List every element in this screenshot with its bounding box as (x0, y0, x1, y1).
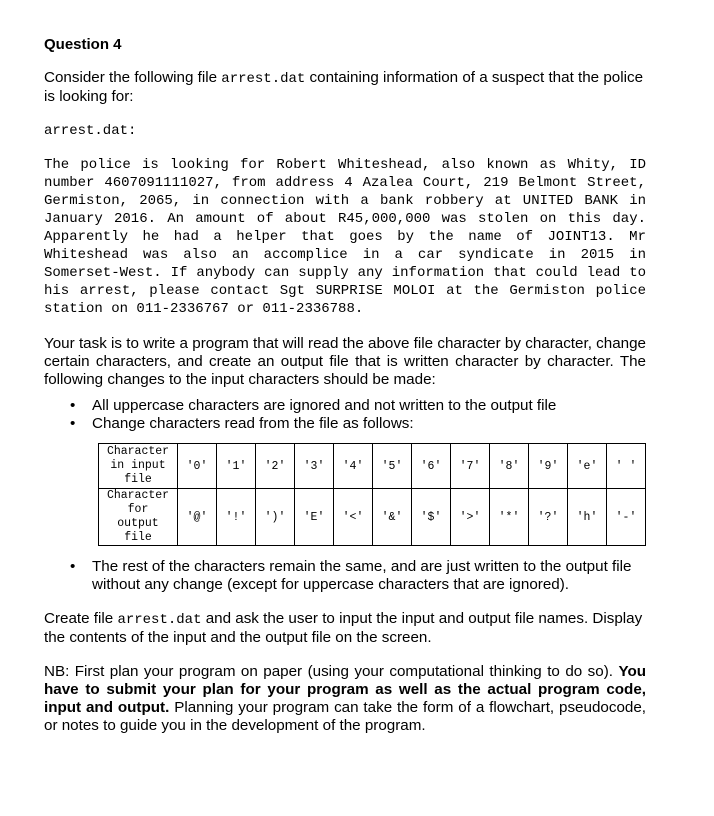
header-line: file (124, 473, 152, 486)
output-cell: 'E' (295, 489, 334, 546)
intro-text-after: containing information of a suspect that the police is looking for: (44, 69, 644, 105)
input-cell: '1' (217, 444, 256, 489)
intro-paragraph (44, 69, 646, 106)
input-cell: '7' (451, 444, 490, 489)
file-label: arrest.dat: (44, 123, 137, 139)
nb-lead: NB: First plan your program on paper (using your computational thinking to do so). (44, 663, 619, 680)
character-mapping-table (98, 443, 646, 546)
bullet-icon: • (70, 397, 76, 414)
output-cell: '>' (451, 489, 490, 546)
intro-text-before: Consider the following file (44, 69, 222, 86)
table-row-output (99, 489, 646, 546)
input-cell: ' ' (607, 444, 646, 489)
input-cell: 'e' (568, 444, 607, 489)
table-row-input (99, 444, 646, 489)
create-text-before: Create file (44, 610, 118, 627)
output-cell: '?' (529, 489, 568, 546)
input-cell: '5' (373, 444, 412, 489)
nb-bold: You have to submit your plan for your program as well as the actual program code, input and output. (44, 663, 646, 716)
bullet-text: All uppercase characters are ignored and not written to the output file (92, 397, 557, 414)
list-item (70, 415, 646, 433)
intro-filename: arrest.dat (221, 71, 306, 87)
header-line: Character (106, 445, 170, 458)
task-paragraph: Your task is to write a program that will read the above file character by character, change certain characters, and create an output file that is written character by character. The following changes to the input characters should be made: (44, 335, 646, 388)
output-cell: '<' (334, 489, 373, 546)
nb-tail: Planning your program can take the form of a flowchart, pseudocode, or notes to guide you in the development of the program. (44, 699, 647, 734)
input-cell: '8' (490, 444, 529, 489)
create-paragraph (44, 610, 646, 647)
header-line: output (117, 517, 159, 530)
output-cell: '!' (217, 489, 256, 546)
input-row-header (99, 444, 178, 489)
header-line: file (124, 531, 152, 544)
output-cell: '$' (412, 489, 451, 546)
nb-paragraph (44, 663, 646, 735)
change-rules-list (44, 397, 646, 433)
input-cell: '3' (295, 444, 334, 489)
create-filename: arrest.dat (117, 612, 202, 628)
input-cell: '9' (529, 444, 568, 489)
input-cell: '4' (334, 444, 373, 489)
rest-note (44, 558, 646, 594)
bullet-icon: • (70, 558, 76, 575)
output-row-header (99, 489, 178, 546)
input-cell: '0' (178, 444, 217, 489)
output-cell: '@' (178, 489, 217, 546)
list-item (70, 397, 646, 415)
input-cell: '6' (412, 444, 451, 489)
input-cell: '2' (256, 444, 295, 489)
output-cell: '-' (607, 489, 646, 546)
question-heading: Question 4 (44, 36, 122, 53)
header-line: in input (110, 459, 166, 472)
output-cell: '*' (490, 489, 529, 546)
header-line: for (127, 503, 149, 516)
header-line: Character (106, 489, 170, 502)
question-page (44, 36, 646, 735)
bullet-icon: • (70, 415, 76, 432)
rest-note-text: The rest of the characters remain the same, and are just written to the output file without any change (except for uppercase characters that are ignored). (92, 558, 632, 593)
output-cell: ')' (256, 489, 295, 546)
create-text-after: and ask the user to input the input and output file names. Display the contents of the input and the output file on the screen. (44, 610, 643, 646)
bullet-text: Change characters read from the file as follows: (92, 415, 414, 432)
output-cell: 'h' (568, 489, 607, 546)
output-cell: '&' (373, 489, 412, 546)
file-content: The police is looking for Robert Whiteshead, also known as Whity, ID number 4607091111027, from address 4 Azalea Court, 219 Belmont Street, Germiston, 2065, in connection with a bank robbery at UNITED BANK in January 2016. An amount of about R45,000,000 was stolen on this day. Apparently he had a helper that goes by the name of JOINT13. Mr Whiteshead was also an accomplice in a car syndicate in 2015 in Somerset-West. If anybody can supply any information that could lead to his arrest, please contact Sgt SURPRISE MOLOI at the Germiston police station on 011-2336767 or 011-2336788. (44, 157, 646, 317)
